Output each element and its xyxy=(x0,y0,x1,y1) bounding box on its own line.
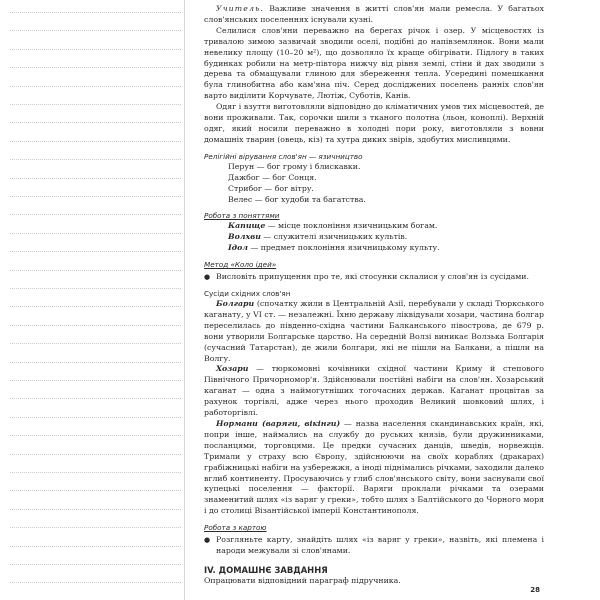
map-task-text: Розгляньте карту, знайдіть шлях «із варяг у греки», назвіть, які племена і народи межували зі слов'янами. xyxy=(216,535,544,556)
neighbor-text: — тюркомовні кочівники східної частини Криму й степового Північного Причорномор'я. Здійснювали постійні набіги на слов'ян. Хозарський каганат — одна з наймогутніших тогочасних держав. Каганат процвітав за рахунок торгівлі, адже через нього проходив Великий шовковий шлях, і работоргівлі. xyxy=(204,364,544,418)
concept-item xyxy=(204,221,544,232)
note-line xyxy=(10,472,181,473)
note-line xyxy=(10,490,181,491)
note-line xyxy=(10,362,181,363)
method-heading: Метод «Коло ідей» xyxy=(204,260,277,270)
note-line xyxy=(10,251,181,252)
note-line xyxy=(10,546,181,547)
note-line xyxy=(10,270,181,271)
concepts-heading: Робота з поняттями xyxy=(204,211,280,221)
note-line xyxy=(10,196,181,197)
note-line xyxy=(10,67,181,68)
note-line xyxy=(10,12,181,13)
god-item: Велес — бог худоби та багатства. xyxy=(228,194,366,204)
method-task xyxy=(204,272,544,283)
note-line xyxy=(10,30,181,31)
neighbor-entry xyxy=(204,299,544,364)
note-line xyxy=(10,509,181,510)
note-line xyxy=(10,435,181,436)
god-item: Дажбог — бог Сонця. xyxy=(228,172,317,182)
page-number: 28 xyxy=(530,586,540,594)
note-line xyxy=(10,233,181,234)
note-line xyxy=(10,122,181,123)
religion-heading: Релігійні вірування слов'ян — язичництво xyxy=(204,151,363,161)
concept-term: Волхви xyxy=(228,232,261,242)
note-line xyxy=(10,417,181,418)
neighbor-text: — назва населення скандинавських країн, які, попри інше, наймались на службу до руських князів, були дружинниками, посланцями, торговцями. Це предки сучасних данців, шведів, норвежців. Тримали у страху всю Європу, здійснюючи на своїх кораблях (дракарах) грабіжницькі набіги на узбережжя, а іноді піднімались річками, заходили далеко вглиб континенту. Просуваючись у глиб слов'янського світу, вони заснували свої купецькі поселення — факторії. Варяги проклали річками та озерами знаменитий шлях «із варяг у греки», тобто шлях з Балтійського до Чорного моря і до столиці Візантійської імперії Константинополя. xyxy=(204,419,544,516)
god-item: Перун — бог грому і блискавки. xyxy=(228,161,361,171)
note-line xyxy=(10,86,181,87)
neighbor-term: Хозари xyxy=(216,364,249,374)
bullet-icon: ● xyxy=(204,273,211,282)
note-line xyxy=(10,454,181,455)
neighbor-term: Болгари xyxy=(216,299,255,309)
note-line xyxy=(10,159,181,160)
concept-item xyxy=(204,232,544,243)
note-line xyxy=(10,564,181,565)
note-line xyxy=(10,398,181,399)
note-line xyxy=(10,104,181,105)
homework-text: Опрацювати відповідний параграф підручника. xyxy=(204,575,401,585)
map-task xyxy=(204,535,544,557)
concept-term: Капище xyxy=(228,221,266,231)
note-line xyxy=(10,527,181,528)
notes-margin xyxy=(0,0,185,600)
intro-text-1: Важливе значення в житті слов'ян мали ремесла. У багатьох слов'янських поселеннях існували кузні. xyxy=(204,4,544,24)
note-line xyxy=(10,49,181,50)
concept-definition: — предмет поклоніння язичницькому культу. xyxy=(247,243,440,253)
note-line xyxy=(10,325,181,326)
concept-item xyxy=(204,243,544,254)
note-line xyxy=(10,343,181,344)
neighbor-entry xyxy=(204,364,544,419)
intro-paragraph-2: Селилися слов'яни переважно на берегах річок і озер. У місцевостях із тривалою зимою зазвичай зводили оселі, подібні до напівземлянок. Вони мали невелику площу (10–20 м²), що дозволяло їх краще обігрівати. Підлогу в таких будинках робили на метр-півтора нижчу від рівня землі, стіни й дах зводили з дерева та обмащували глиною для збереження тепла. Усередині помешкання була глинобитна або кам'яна піч. Серед досліджених поселень ранніх слов'ян варто виділити Корчувате, Лютіж, Суботів, Канів. xyxy=(204,25,544,101)
method-task-text: Висловіть припущення про те, які стосунки склалися у слов'ян із сусідами. xyxy=(216,272,529,282)
intro-paragraph-1 xyxy=(204,4,544,26)
page-content xyxy=(204,4,544,587)
note-line xyxy=(10,214,181,215)
margin-divider xyxy=(184,0,185,600)
map-heading: Робота з картою xyxy=(204,523,267,533)
homework-heading: IV. ДОМАШНЄ ЗАВДАННЯ xyxy=(204,564,328,575)
neighbor-entry xyxy=(204,419,544,517)
neighbor-text: (спочатку жили в Центральній Азії, перебували у складі Тюркського каганату, у VI ст. — незалежні. Їхню державу ліквідували хозари, частина болгар переселилась до південно-східна частини Балканського півострова, де 679 р. вони утворили Болгарське царство. На середній Волзі виникає Волзька Болгарія (сучасний Татарстан), де жили болгари, які не пішли на Балкани, а пішли на Волгу. xyxy=(204,299,544,363)
note-line xyxy=(10,178,181,179)
neighbors-heading: Сусіди східних слов'ян xyxy=(204,289,291,299)
note-line xyxy=(10,141,181,142)
concept-term: Ідол xyxy=(228,243,248,253)
god-item: Стрибог — бог вітру. xyxy=(228,183,314,193)
note-line xyxy=(10,582,181,583)
concept-definition: — служителі язичницьких культів. xyxy=(260,232,408,242)
note-line xyxy=(10,306,181,307)
intro-paragraph-3: Одяг і взуття виготовляли відповідно до кліматичних умов тих місцевостей, де вони проживали. Так, сорочки шили з тканого полотна (льон, коноплі). Верхній одяг, який носили переважно в холодні пори року, виготовляли з вовни домашніх тварин (овець, кіз) та хутра диких звірів, здобутих мисливцями. xyxy=(204,102,544,144)
note-line xyxy=(10,288,181,289)
concept-definition: — місце поклоніння язичницьким богам. xyxy=(265,221,438,231)
speaker-label: Учитель. xyxy=(216,4,265,13)
neighbor-term: Нормани (варяги, вікінги) xyxy=(216,419,341,428)
note-line xyxy=(10,380,181,381)
bullet-icon: ● xyxy=(204,536,211,545)
